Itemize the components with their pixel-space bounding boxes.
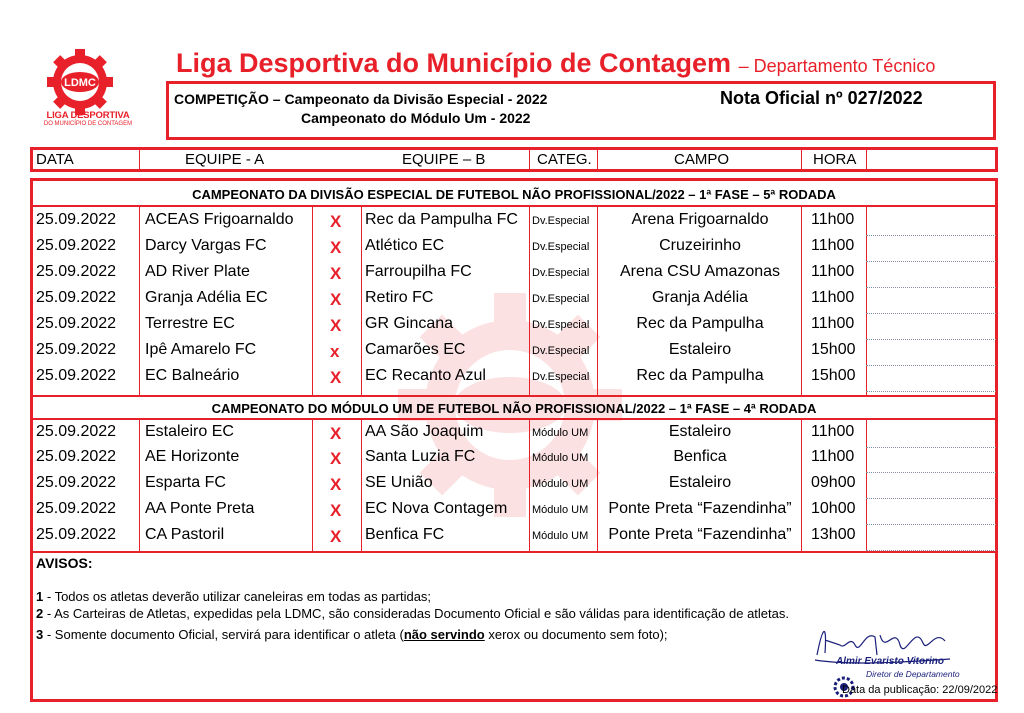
cell-field: Rec da Pampulha xyxy=(636,367,764,384)
cell-time: 13h00 xyxy=(811,526,856,543)
cell-field: Cruzeirinho xyxy=(659,237,741,254)
cell-category: Módulo UM xyxy=(532,504,589,516)
avisos-title: AVISOS: xyxy=(36,555,93,571)
row-dotted-rule xyxy=(866,391,996,392)
cell-field: Arena CSU Amazonas xyxy=(619,263,781,280)
row-dotted-rule xyxy=(866,313,996,314)
cell-category: Dv.Especial xyxy=(532,267,590,279)
col-equipe-b: EQUIPE – B xyxy=(402,151,486,168)
publication-date: Data da publicação: 22/09/2022 xyxy=(842,684,998,696)
cell-team-a: Terrestre EC xyxy=(145,315,235,332)
org-name: Liga Desportiva do Município de Contagem xyxy=(176,48,732,78)
cell-date: 25.09.2022 xyxy=(36,423,117,440)
col-hora: HORA xyxy=(813,151,857,168)
cell-field: Estaleiro xyxy=(668,341,732,358)
aviso-num: 1 xyxy=(36,589,44,604)
cell-time: 11h00 xyxy=(811,289,855,306)
aviso-text: xerox ou documento sem foto); xyxy=(484,627,668,642)
col-data: DATA xyxy=(36,151,74,168)
cell-date: 25.09.2022 xyxy=(36,526,117,543)
versus-mark: X xyxy=(330,527,342,546)
aviso-text: - As Carteiras de Atletas, expedidas pela LDMC, são consideradas Documento Oficial e são válidas para identificação de atletas. xyxy=(46,606,789,621)
aviso-num: 3 xyxy=(36,627,44,642)
signature-role: Diretor de Departamento xyxy=(866,669,960,679)
cell-team-a: Darcy Vargas FC xyxy=(145,237,267,254)
cell-date: 25.09.2022 xyxy=(36,237,117,254)
row-dotted-rule xyxy=(866,472,996,473)
row-dotted-rule xyxy=(866,261,996,262)
section-title: CAMPEONATO DA DIVISÃO ESPECIAL DE FUTEBOL NÃO PROFISSIONAL/2022 – 1ª FASE – 5ª RODADA xyxy=(192,187,836,202)
cell-category: Módulo UM xyxy=(532,478,589,490)
row-dotted-rule xyxy=(866,365,996,366)
cell-time: 15h00 xyxy=(811,341,856,358)
cell-team-a: AD River Plate xyxy=(145,263,250,280)
row-dotted-rule xyxy=(866,287,996,288)
versus-mark: X xyxy=(330,449,342,468)
cell-field: Estaleiro xyxy=(668,423,732,440)
cell-time: 11h00 xyxy=(811,263,855,280)
cell-team-a: ACEAS Frigoarnaldo xyxy=(145,211,294,228)
cell-team-a: Esparta FC xyxy=(145,474,226,491)
cell-date: 25.09.2022 xyxy=(36,341,117,358)
cell-team-b: AA São Joaquim xyxy=(365,423,484,440)
col-categ: CATEG. xyxy=(537,151,592,168)
cell-time: 11h00 xyxy=(811,237,855,254)
cell-field: Granja Adélia xyxy=(651,289,749,306)
aviso-text: - Somente documento Oficial, servirá para identificar o atleta ( xyxy=(46,627,404,642)
cell-field: Ponte Preta “Fazendinha” xyxy=(608,526,792,543)
logo-line2: DO MUNICÍPIO DE CONTAGEM xyxy=(43,121,133,127)
department-label: – Departamento Técnico xyxy=(738,56,936,76)
cell-team-b: Atlético EC xyxy=(365,237,445,254)
cell-category: Dv.Especial xyxy=(532,241,590,253)
cell-team-b: GR Gincana xyxy=(365,315,454,332)
cell-field: Ponte Preta “Fazendinha” xyxy=(608,500,792,517)
cell-date: 25.09.2022 xyxy=(36,500,117,517)
logo-abbr: LDMC xyxy=(64,77,96,89)
versus-mark: X xyxy=(330,501,342,520)
cell-date: 25.09.2022 xyxy=(36,211,117,228)
cell-team-b: EC Nova Contagem xyxy=(365,500,508,517)
cell-field: Estaleiro xyxy=(668,474,732,491)
versus-mark: X xyxy=(330,290,342,309)
cell-team-a: CA Pastoril xyxy=(145,526,225,543)
cell-team-a: Estaleiro EC xyxy=(145,423,234,440)
cell-category: Dv.Especial xyxy=(532,215,590,227)
versus-mark: X xyxy=(330,316,342,335)
cell-date: 25.09.2022 xyxy=(36,289,117,306)
cell-time: 15h00 xyxy=(811,367,856,384)
cell-team-b: EC Recanto Azul xyxy=(365,367,486,384)
cell-team-a: AA Ponte Preta xyxy=(145,500,255,517)
cell-field: Rec da Pampulha xyxy=(636,315,764,332)
cell-team-b: Camarões EC xyxy=(365,341,466,358)
row-dotted-rule xyxy=(866,235,996,236)
cell-team-a: Granja Adélia EC xyxy=(145,289,268,306)
col-campo: CAMPO xyxy=(674,151,730,168)
cell-category: Módulo UM xyxy=(532,427,589,439)
versus-mark: X xyxy=(330,264,342,283)
cell-team-a: Ipê Amarelo FC xyxy=(145,341,257,358)
row-dotted-rule xyxy=(866,550,996,551)
row-dotted-rule xyxy=(866,339,996,340)
versus-mark: X xyxy=(330,424,342,443)
cell-team-b: Farroupilha FC xyxy=(365,263,472,280)
cell-field: Arena Frigoarnaldo xyxy=(631,211,769,228)
cell-team-b: Retiro FC xyxy=(365,289,434,306)
cell-category: Módulo UM xyxy=(532,530,589,542)
cell-time: 09h00 xyxy=(811,474,856,491)
versus-mark: x xyxy=(330,342,340,361)
competition-line2: Campeonato do Módulo Um - 2022 xyxy=(301,110,531,126)
cell-category: Módulo UM xyxy=(532,452,589,464)
cell-date: 25.09.2022 xyxy=(36,367,117,384)
row-dotted-rule xyxy=(866,498,996,499)
cell-category: Dv.Especial xyxy=(532,371,590,383)
cell-date: 25.09.2022 xyxy=(36,448,117,465)
row-dotted-rule xyxy=(866,524,996,525)
aviso-num: 2 xyxy=(36,606,44,621)
versus-mark: X xyxy=(330,212,342,231)
nota-oficial: Nota Oficial nº 027/2022 xyxy=(720,88,923,108)
cell-time: 11h00 xyxy=(811,448,855,465)
aviso-1 xyxy=(36,589,431,604)
cell-category: Dv.Especial xyxy=(532,293,590,305)
aviso-text: - Todos os atletas deverão utilizar caneleiras em todas as partidas; xyxy=(46,589,432,604)
section-title: CAMPEONATO DO MÓDULO UM DE FUTEBOL NÃO PROFISSIONAL/2022 – 1ª FASE – 4ª RODADA xyxy=(211,401,817,416)
versus-mark: X xyxy=(330,475,342,494)
logo-line1: LIGA DESPORTIVA xyxy=(46,110,130,121)
aviso-3 xyxy=(36,627,668,642)
versus-mark: X xyxy=(330,368,342,387)
cell-time: 11h00 xyxy=(811,423,855,440)
cell-team-b: Santa Luzia FC xyxy=(365,448,476,465)
cell-date: 25.09.2022 xyxy=(36,474,117,491)
cell-team-b: SE União xyxy=(365,474,433,491)
cell-category: Dv.Especial xyxy=(532,319,590,331)
cell-team-a: EC Balneário xyxy=(145,367,240,384)
page-title xyxy=(176,48,935,79)
versus-mark: X xyxy=(330,238,342,257)
cell-date: 25.09.2022 xyxy=(36,263,117,280)
cell-team-b: Benfica FC xyxy=(365,526,445,543)
cell-date: 25.09.2022 xyxy=(36,315,117,332)
aviso-2 xyxy=(36,606,789,621)
row-dotted-rule xyxy=(866,447,996,448)
cell-category: Dv.Especial xyxy=(532,345,590,357)
cell-team-b: Rec da Pampulha FC xyxy=(365,211,518,228)
signature-name: Almir Evaristo Vitorino xyxy=(836,656,944,667)
cell-time: 11h00 xyxy=(811,315,855,332)
aviso-emphasis: não servindo xyxy=(403,627,485,642)
cell-team-a: AE Horizonte xyxy=(145,448,240,465)
cell-time: 10h00 xyxy=(811,500,856,517)
cell-time: 11h00 xyxy=(811,211,855,228)
competition-line1: COMPETIÇÃO – Campeonato da Divisão Especial - 2022 xyxy=(174,91,548,107)
cell-field: Benfica xyxy=(673,448,727,465)
col-equipe-a: EQUIPE - A xyxy=(185,151,265,168)
